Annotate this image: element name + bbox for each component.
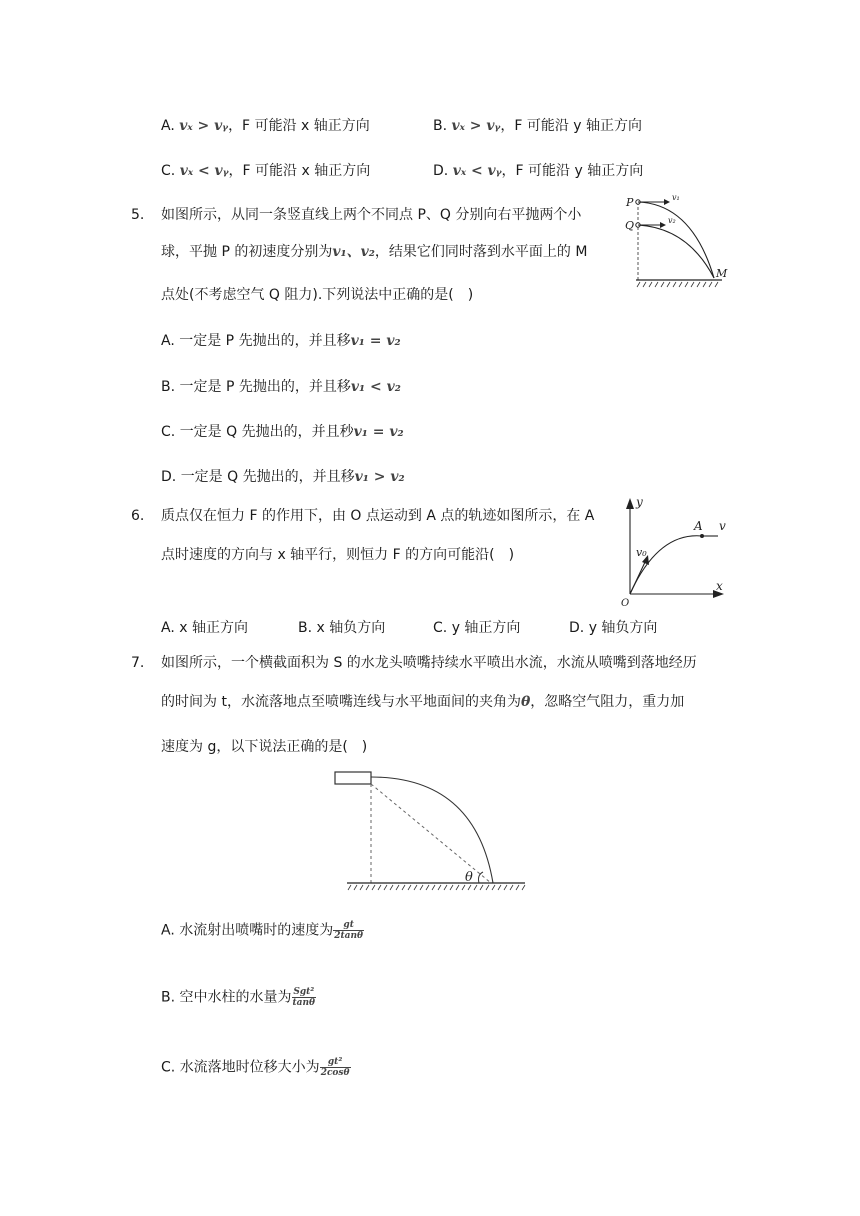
q5-line3: 点处(不考虑空气 Q 阻力).下列说法中正确的是( ) [161, 287, 474, 303]
q6-number: 6. [131, 508, 145, 524]
q4-option-c-math: vₓ < vᵧ [179, 163, 229, 179]
q5-option-d: D. 一定是 Q 先抛出的，并且移v₁ > v₂ [161, 469, 405, 485]
q6-label-a: A [694, 519, 703, 533]
q7-label-theta: θ [465, 870, 473, 885]
q7-ground-hatch [348, 885, 525, 890]
q4-option-b-math: vₓ > vᵧ [451, 118, 501, 134]
q7-line3: 速度为 g，以下说法正确的是( ) [161, 739, 368, 755]
q6-option-a: A. x 轴正方向 [161, 620, 248, 636]
q6-label-x: x [716, 579, 723, 593]
q6-line1: 质点仅在恒力 F 的作用下，由 O 点运动到 A 点的轨迹如图所示，在 A [161, 508, 595, 524]
q5-v1-arrowhead [664, 199, 670, 205]
q5-trajectory-q [638, 225, 714, 278]
q6-figure [616, 492, 732, 610]
q7-option-c: C. 水流落地时位移大小为 $\frac{\text{gt²}}{2\cos\theta}$ [161, 1057, 350, 1078]
q6-trajectory [630, 536, 702, 594]
q7-figure [325, 765, 535, 893]
q5-label-m: M [716, 267, 728, 280]
q7-water-trajectory [371, 777, 493, 883]
q7-line2: 的时间为 t，水流落地点至喷嘴连线与水平地面间的夹角为θ，忽略空气阻力，重力加 [161, 694, 685, 710]
q4-option-a: A. vₓ > vᵧ，F 可能沿 x 轴正方向 [161, 118, 370, 134]
q5-line2: 球，平抛 P 的初速度分别为v₁、v₂，结果它们同时落到水平面上的 M [161, 244, 588, 260]
q6-y-arrowhead [626, 498, 634, 509]
q5-figure [622, 190, 732, 290]
q5-line1: 如图所示，从同一条竖直线上两个不同点 P、Q 分别向右平抛两个小 [161, 207, 582, 223]
q5-label-v1: v₁ [672, 193, 680, 202]
q5-label-q: Q [625, 219, 635, 232]
q5-v2-arrowhead [660, 222, 666, 228]
q5-label-p: P [626, 196, 634, 209]
q5-number: 5. [131, 207, 145, 223]
q7-diagonal-dashed [371, 784, 491, 883]
q6-option-c: C. y 轴正方向 [433, 620, 521, 636]
q7-line1: 如图所示，一个横截面积为 S 的水龙头喷嘴持续水平喷出水流，水流从喷嘴到落地经历 [161, 655, 697, 671]
q6-label-v: v [719, 519, 726, 533]
q6-line2: 点时速度的方向与 x 轴平行，则恒力 F 的方向可能沿( ) [161, 547, 515, 563]
q5-trajectory-p [638, 202, 714, 278]
q4-option-a-math: vₓ > vᵧ [179, 118, 229, 134]
q4-option-b: B. vₓ > vᵧ，F 可能沿 y 轴正方向 [433, 118, 643, 134]
q4-option-c: C. vₓ < vᵧ，F 可能沿 x 轴正方向 [161, 163, 371, 179]
q7-option-a: A. 水流射出喷嘴时的速度为 $\frac{gt}{2\tan\theta}$ [161, 920, 364, 941]
q6-option-b: B. x 轴负方向 [298, 620, 386, 636]
q6-label-y: y [636, 495, 643, 509]
q7-option-c-fraction: $\frac{\text{gt²}}{2\cos\theta}$ [320, 1057, 350, 1078]
q5-label-v2: v₂ [668, 216, 676, 225]
q7-option-b: B. 空中水柱的水量为 $\frac{\text{Sgt²}}{\tan\theta}$ [161, 987, 316, 1008]
q6-v0-arrow [630, 560, 646, 594]
q5-ground-hatch [637, 282, 718, 287]
q6-label-o: O [621, 598, 630, 609]
q6-label-v0: v₀ [636, 546, 647, 559]
q4-option-d-math: vₓ < vᵧ [452, 163, 502, 179]
q5-option-a: A. 一定是 P 先抛出的，并且移v₁ = v₂ [161, 333, 401, 349]
q7-number: 7. [131, 655, 145, 671]
q7-option-b-fraction: $\frac{\text{Sgt²}}{\tan\theta}$ [292, 987, 316, 1008]
q6-option-d: D. y 轴负方向 [569, 620, 658, 636]
q5-option-c: C. 一定是 Q 先抛出的，并且秒v₁ = v₂ [161, 424, 404, 440]
q5-option-b: B. 一定是 P 先抛出的，并且移v₁ < v₂ [161, 379, 401, 395]
q7-option-a-fraction: $\frac{gt}{2\tan\theta}$ [334, 920, 364, 941]
q7-nozzle [335, 772, 371, 784]
q4-option-d: D. vₓ < vᵧ，F 可能沿 y 轴正方向 [433, 163, 644, 179]
q6-point-a [700, 534, 704, 538]
